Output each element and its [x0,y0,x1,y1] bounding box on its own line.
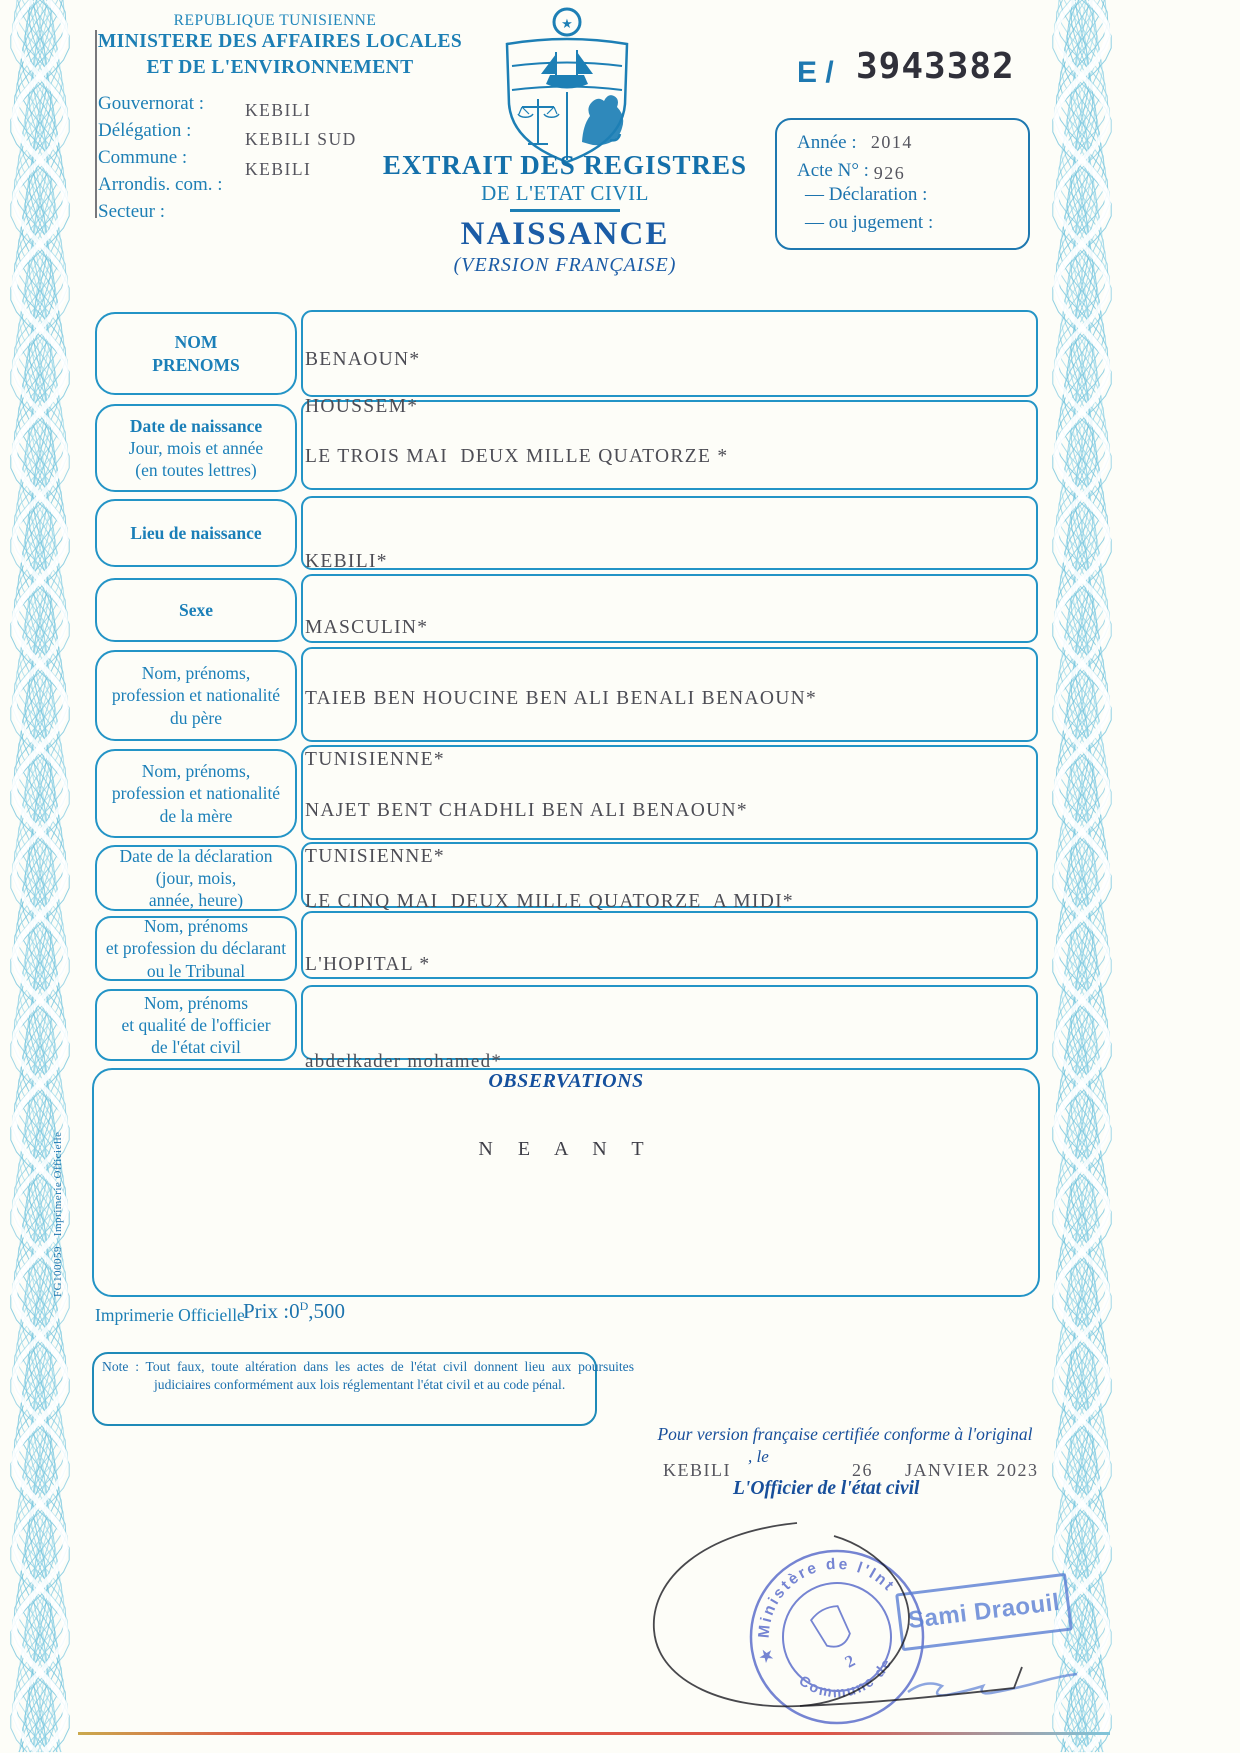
field-label-date-naissance [95,404,297,492]
value-nationalite-mere: TUNISIENNE* [305,846,445,867]
rect-officer-stamp: Sami Draouil [895,1573,1073,1652]
label-line: de l'état civil [151,1037,241,1058]
label-line: et profession du déclarant [105,938,287,959]
label-line: Sexe [178,599,214,620]
field-label-pere [95,650,297,741]
label-line: profession et nationalité [111,783,281,804]
acte-num-label [797,160,905,182]
guilloche-border-left [0,0,80,1753]
label-line: Date de la déclaration [119,845,273,866]
serial-number: 3943382 [856,46,1015,87]
value-nationalite-pere: TUNISIENNE* [305,749,445,770]
annee-label [797,132,913,154]
arrondissement-value: KEBILI [245,159,312,179]
field-value-box-lieu [301,496,1038,570]
label-line: Jour, mois et année [128,437,264,458]
observations-value: N E A N T [478,1138,654,1160]
field-label-date-declaration [95,845,297,911]
field-label-sexe [95,578,297,642]
certification-month-year: JANVIER 2023 [905,1460,1039,1480]
label-line: ou le Tribunal [146,960,246,981]
field-label-nom-prenoms [95,312,297,395]
value-date-declaration: LE CINQ MAI DEUX MILLE QUATORZE A MIDI* [305,891,794,912]
value-pere: TAIEB BEN HOUCINE BEN ALI BENALI BENAOUN* [305,688,818,709]
label-line: Nom, prénoms [143,916,249,937]
price-superscript: D [299,1299,309,1313]
label-line: Nom, prénoms [143,992,249,1013]
price-prefix: Prix :0 [243,1299,300,1323]
declaration-label: — Déclaration : [805,184,928,205]
guilloche-border-right [1044,0,1120,1753]
value-date-naissance: LE TROIS MAI DEUX MILLE QUATORZE * [305,446,729,467]
label-line: de la mère [159,805,233,826]
imprimerie-officielle-label: Imprimerie Officielle [95,1305,245,1325]
star-icon: ★ [561,16,573,31]
acte-num-label-text: Acte N° : [797,160,869,181]
label-line: (en toutes lettres) [135,460,257,481]
gouvernorat-label: Gouvernorat : [98,93,205,114]
title-naissance: NAISSANCE [460,216,670,252]
note-text: Note : Tout faux, toute altération dans les actes de l'état civil donnent lieu aux poursuites judiciaires conformément aux lois réglementant l'état civil et au code pénal. [102,1359,634,1392]
label-line: du père [170,707,222,728]
label-line: Nom, prénoms, [141,761,251,782]
commune-label: Commune : [98,147,188,168]
jugement-label: — ou jugement : [805,212,934,233]
value-officier: abdelkader mohamed* [305,1051,503,1072]
value-mere: NAJET BENT CHADHLI BEN ALI BENAOUN* [305,800,748,821]
acte-num-value: 926 [873,163,906,183]
value-nom: BENAOUN* [305,349,421,370]
serial-prefix: E / [797,56,834,89]
price-suffix: ,500 [308,1299,346,1323]
ministry-line1: MINISTERE DES AFFAIRES LOCALES [97,31,463,52]
secteur-label: Secteur : [98,201,166,222]
label-line: année, heure) [148,890,244,911]
field-label-declarant [95,916,297,981]
scan-edge-artifact [78,1732,1110,1735]
title-extrait: EXTRAIT DES REGISTRES [382,150,748,180]
delegation-value: KEBILI SUD [245,129,357,149]
field-value-box-officier [301,985,1038,1060]
price-label [243,1299,345,1324]
arrondissement-label: Arrondis. com. : [98,174,223,195]
ministry-line2: ET DE L'ENVIRONNEMENT [146,57,414,78]
value-lieu-naissance: KEBILI* [305,551,388,572]
side-print-code: FG100059 Imprimerie Officielle [52,1131,64,1297]
title-version-francaise: (VERSION FRANÇAISE) [453,254,677,276]
value-sexe: MASCULIN* [305,617,429,638]
field-label-lieu-naissance [95,499,297,567]
observations-box [92,1068,1040,1297]
gouvernorat-value: KEBILI [245,100,312,120]
certification-officer-title: L'Officier de l'état civil [733,1478,920,1499]
round-stamp-top-text: ★ Ministère de l'Int [755,1555,899,1665]
stamp-shield-icon [809,1603,854,1652]
acte-info-box [775,118,1030,250]
certification-day: 26 [852,1460,873,1480]
label-line: Lieu de naissance [130,522,262,543]
annee-label-text: Année : [797,132,857,153]
label-line: (jour, mois, [155,867,237,888]
label-line: Date de naissance [129,415,263,436]
label-line: Nom, prénoms, [141,663,251,684]
label-line: PRENOMS [152,354,240,375]
certification-line1: Pour version française certifiée conforme à l'original [657,1424,1033,1444]
republic-title: REPUBLIQUE TUNISIENNE [173,12,377,29]
title-underline [510,209,620,212]
title-etat-civil: DE L'ETAT CIVIL [481,181,649,205]
annee-value: 2014 [870,132,913,152]
round-stamp-bottom-text: Commune de [795,1655,896,1702]
field-label-officier [95,989,297,1061]
round-stamp-number: 2 [841,1650,859,1672]
label-line: et qualité de l'officier [121,1014,271,1035]
value-prenom: HOUSSEM* [305,396,419,417]
label-line: NOM [174,332,218,353]
observations-title: OBSERVATIONS [488,1070,644,1092]
certification-le: , le [748,1447,769,1466]
label-line: profession et nationalité [111,685,281,706]
field-label-mere [95,749,297,838]
tunisia-coat-of-arms [482,4,652,169]
certification-place: KEBILI [663,1460,731,1480]
delegation-label: Délégation : [98,120,192,141]
value-declarant: L'HOPITAL * [305,954,431,975]
